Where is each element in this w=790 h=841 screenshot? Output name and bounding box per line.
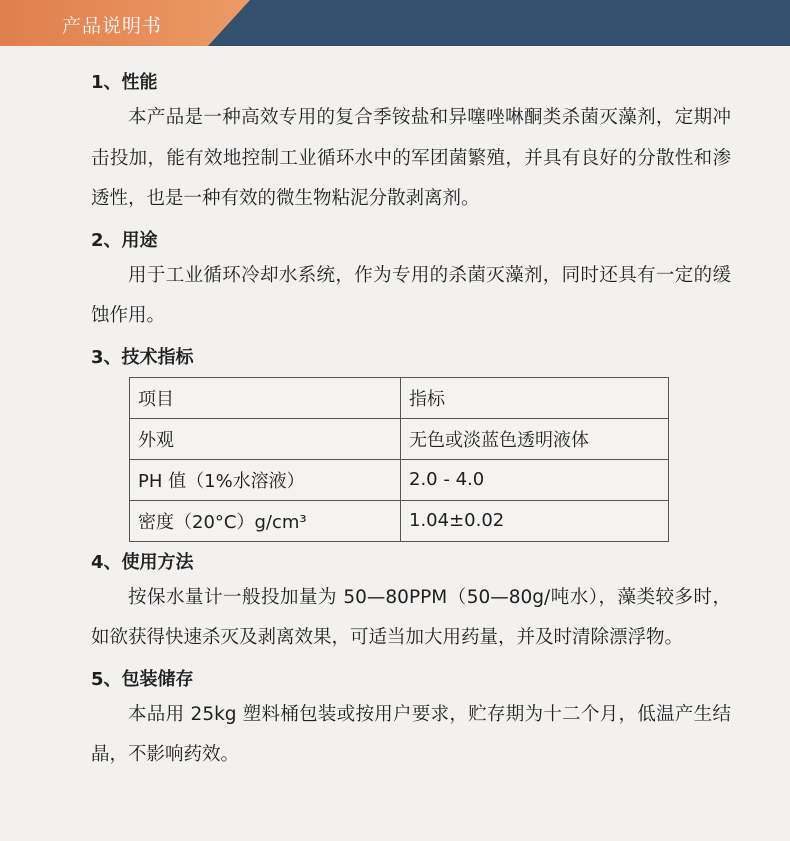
section-title: 2、用途 — [91, 229, 158, 251]
section-storage — [91, 665, 731, 776]
table-cell: PH 值（1%水溶液） — [130, 459, 401, 500]
table-row — [130, 500, 669, 541]
section-title: 1、性能 — [91, 72, 158, 93]
table-cell: 1.04±0.02 — [401, 500, 669, 541]
table-header-cell: 指标 — [401, 377, 669, 418]
table-row — [130, 459, 669, 500]
page-title: 产品说明书 — [62, 15, 163, 37]
table-cell: 2.0 - 4.0 — [401, 459, 669, 500]
section-usage — [91, 226, 731, 337]
section-specs — [91, 343, 731, 542]
table-header-row — [130, 377, 669, 418]
section-paragraph: 本产品是一种高效专用的复合季铵盐和异噻唑啉酮类杀菌灭藻剂，定期冲击投加，能有效地控制工业循环水中的军团菌繁殖，并具有良好的分散性和渗透性，也是一种有效的微生物粘泥分散剥离剂。 — [91, 107, 731, 209]
section-title: 5、包装储存 — [91, 668, 194, 690]
section-title: 3、技术指标 — [91, 346, 194, 368]
section-title: 4、使用方法 — [91, 551, 194, 573]
section-method — [91, 548, 731, 659]
table-cell: 无色或淡蓝色透明液体 — [401, 418, 669, 459]
table-row — [130, 418, 669, 459]
spec-table — [129, 377, 669, 542]
section-performance — [91, 68, 731, 220]
table-header-cell: 项目 — [130, 377, 401, 418]
document-body — [91, 68, 731, 776]
section-paragraph: 按保水量计一般投加量为 50—80PPM（50—80g/吨水），藻类较多时，如欲获得快速杀灭及剥离效果，可适当加大用药量，并及时清除漂浮物。 — [91, 586, 731, 648]
table-cell: 外观 — [130, 418, 401, 459]
section-paragraph: 本品用 25kg 塑料桶包装或按用户要求，贮存期为十二个月，低温产生结晶，不影响药效。 — [91, 703, 731, 765]
table-cell: 密度（20°C）g/cm³ — [130, 500, 401, 541]
section-paragraph: 用于工业循环冷却水系统，作为专用的杀菌灭藻剂，同时还具有一定的缓蚀作用。 — [91, 264, 731, 326]
